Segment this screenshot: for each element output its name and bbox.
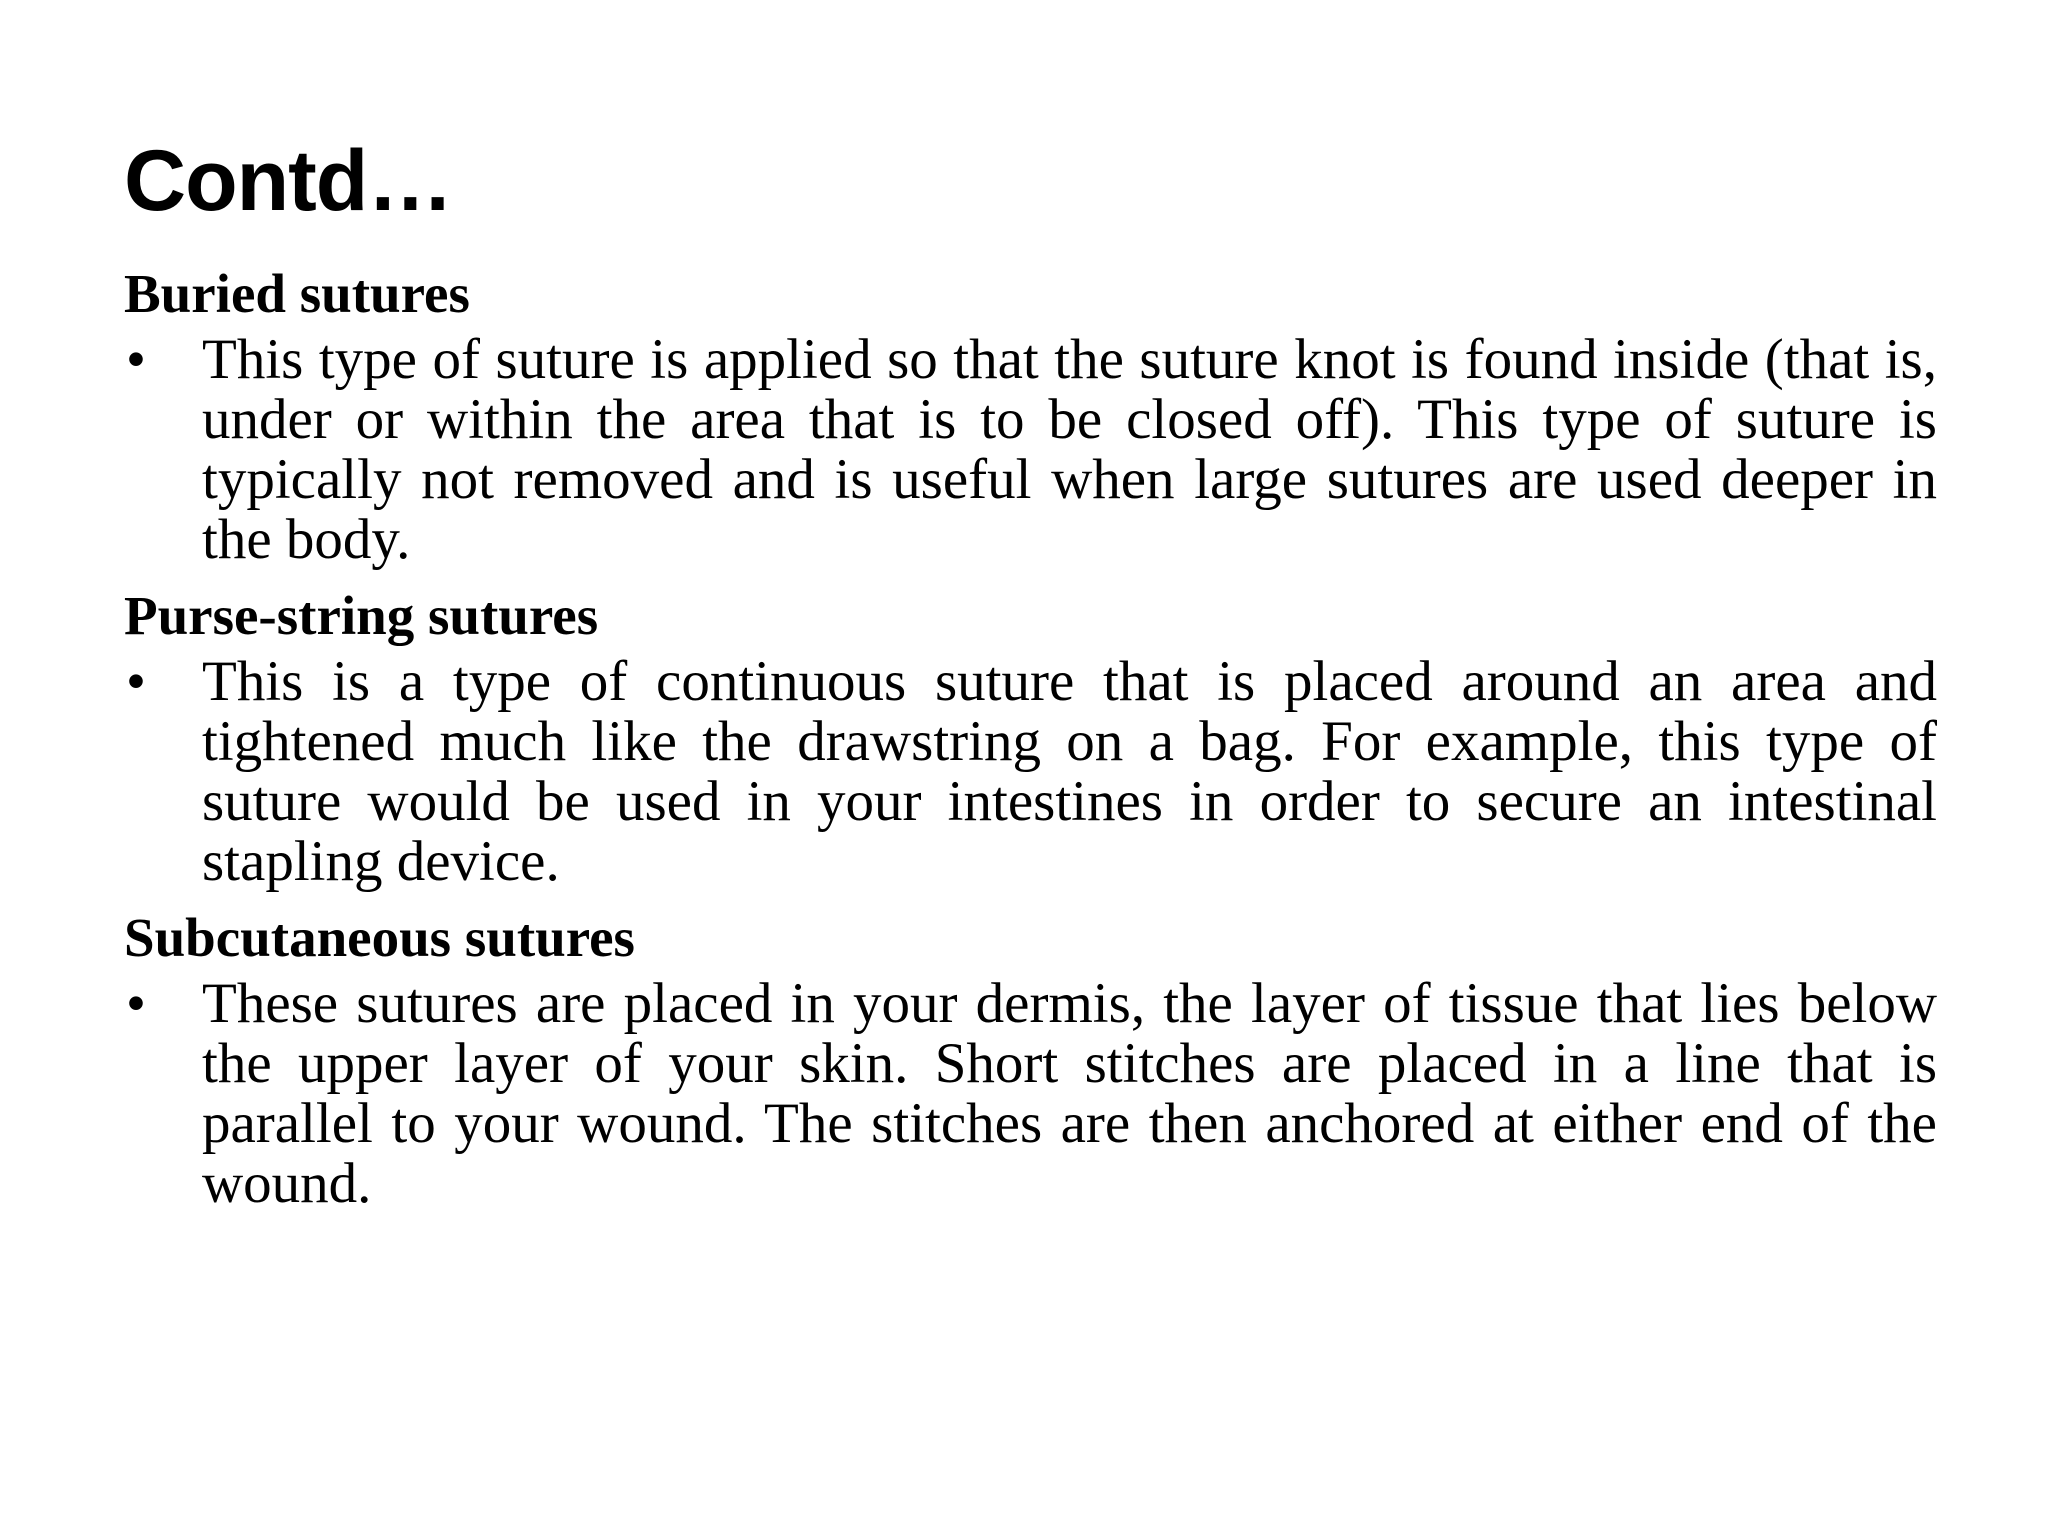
bullet-text-purse-string-sutures: This is a type of continuous suture that is placed around an area and tightened much like the drawstring on a bag. For example, this type of suture would be used in your intestines in order to secure an intestinal stapling device. xyxy=(202,650,1937,893)
section-heading-purse-string-sutures: Purse-string sutures xyxy=(124,585,599,646)
bullet-icon: • xyxy=(126,328,146,391)
section-heading-buried-sutures: Buried sutures xyxy=(124,263,470,324)
bullet-text-subcutaneous-sutures: These sutures are placed in your dermis, the layer of tissue that lies below the upper layer of your skin. Short stitches are placed in a line that is parallel to your wound. The stitches are then anchored at either end of the wound. xyxy=(202,972,1937,1215)
bullet-subcutaneous-sutures xyxy=(124,974,1937,1214)
bullet-icon: • xyxy=(126,650,146,713)
bullet-purse-string-sutures xyxy=(124,652,1937,892)
slide-content xyxy=(124,258,1937,1214)
bullet-text-buried-sutures: This type of suture is applied so that the suture knot is found inside (that is, under or within the area that is to be closed off). This type of suture is typically not removed and is useful when large sutures are used deeper in the body. xyxy=(202,328,1937,571)
bullet-icon: • xyxy=(126,972,146,1035)
bullet-buried-sutures xyxy=(124,330,1937,570)
slide-title: Contd… xyxy=(124,133,453,229)
section-heading-subcutaneous-sutures: Subcutaneous sutures xyxy=(124,907,635,968)
